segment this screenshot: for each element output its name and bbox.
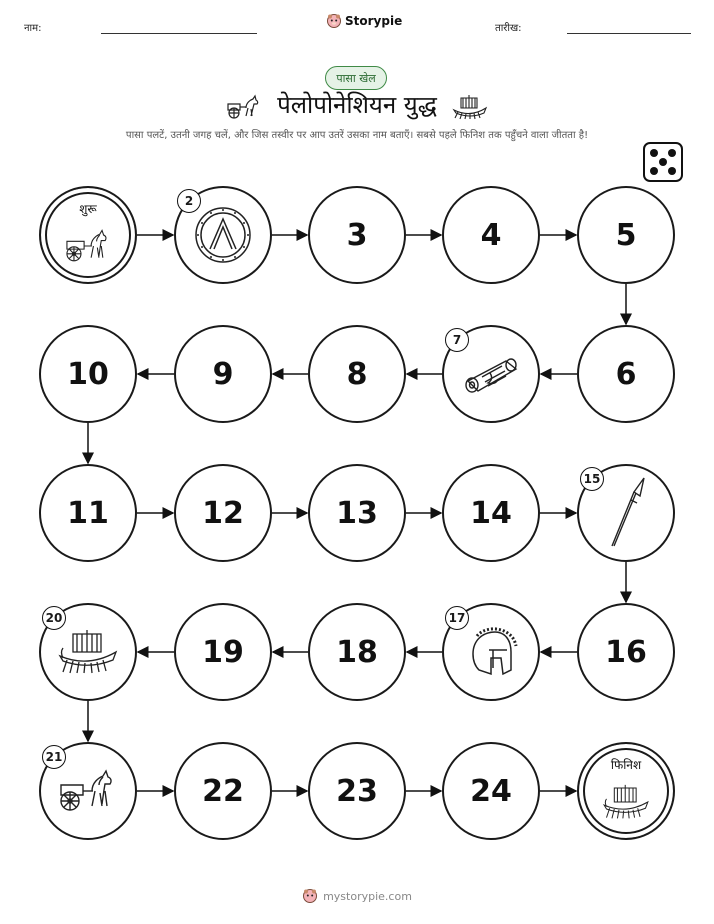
- chariot-icon: [65, 229, 112, 263]
- board-space-10[interactable]: [39, 325, 137, 423]
- space-number: 14: [470, 495, 512, 531]
- footer: [0, 888, 714, 904]
- space-number: 5: [615, 217, 637, 253]
- board-space-6[interactable]: [577, 325, 675, 423]
- start-space[interactable]: [39, 186, 137, 284]
- space-number: 11: [67, 495, 109, 531]
- chariot-icon: [58, 769, 118, 813]
- space-number-badge: 15: [580, 467, 604, 491]
- board-space-23[interactable]: [308, 742, 406, 840]
- board-space-13[interactable]: [308, 464, 406, 562]
- helmet-icon: [463, 624, 519, 680]
- finish-space[interactable]: [577, 742, 675, 840]
- space-number: 4: [480, 217, 502, 253]
- name-line[interactable]: [101, 33, 257, 34]
- mascot-icon: [302, 888, 318, 904]
- game-type-tag: पासा खेल: [325, 66, 387, 90]
- space-number: 18: [336, 634, 378, 670]
- trireme-icon: [602, 783, 650, 820]
- space-number: 24: [470, 773, 512, 809]
- scroll-icon: [460, 353, 522, 395]
- space-number-badge: 2: [177, 189, 201, 213]
- die-icon: [643, 142, 683, 182]
- space-number-badge: 17: [445, 606, 469, 630]
- space-number: 12: [202, 495, 244, 531]
- brand-name: Storypie: [345, 14, 403, 28]
- board-space-9[interactable]: [174, 325, 272, 423]
- board-space-19[interactable]: [174, 603, 272, 701]
- footer-url[interactable]: mystorypie.com: [323, 889, 412, 903]
- board-space-8[interactable]: [308, 325, 406, 423]
- board-space-4[interactable]: [442, 186, 540, 284]
- board-space-14[interactable]: [442, 464, 540, 562]
- start-label: शुरू: [79, 202, 97, 216]
- space-number: 6: [615, 356, 637, 392]
- instructions: पासा पलटें, उतनी जगह चलें, और जिस तस्वीर पर आप उतरें उसका नाम बताएँ। सबसे पहले फिनिश तक पहुँचने वाला जीतता है!: [125, 130, 589, 141]
- space-number: 10: [67, 356, 109, 392]
- space-number: 22: [202, 773, 244, 809]
- space-number: 19: [202, 634, 244, 670]
- brand-logo: [326, 13, 402, 29]
- shield-icon: [193, 205, 253, 265]
- space-number-badge: 21: [42, 745, 66, 769]
- space-number: 23: [336, 773, 378, 809]
- finish-label: फिनिश: [610, 758, 642, 772]
- date-label: तारीख:: [495, 23, 522, 34]
- page-title: पेलोपोनेशियन युद्ध: [277, 91, 437, 119]
- trireme-icon: [452, 94, 488, 120]
- board-space-5[interactable]: [577, 186, 675, 284]
- space-number-badge: 20: [42, 606, 66, 630]
- board-space-12[interactable]: [174, 464, 272, 562]
- board-space-22[interactable]: [174, 742, 272, 840]
- date-line[interactable]: [567, 33, 691, 34]
- space-number: 9: [212, 356, 234, 392]
- space-number: 13: [336, 495, 378, 531]
- trireme-icon: [57, 628, 119, 676]
- space-number-badge: 7: [445, 328, 469, 352]
- board-space-18[interactable]: [308, 603, 406, 701]
- board-space-3[interactable]: [308, 186, 406, 284]
- space-number: 8: [346, 356, 368, 392]
- space-number: 3: [346, 217, 368, 253]
- board-space-24[interactable]: [442, 742, 540, 840]
- board-space-11[interactable]: [39, 464, 137, 562]
- spear-icon: [604, 476, 648, 550]
- space-number: 16: [605, 634, 647, 670]
- board-space-16[interactable]: [577, 603, 675, 701]
- name-label: नाम:: [24, 23, 42, 34]
- mascot-icon: [326, 13, 342, 29]
